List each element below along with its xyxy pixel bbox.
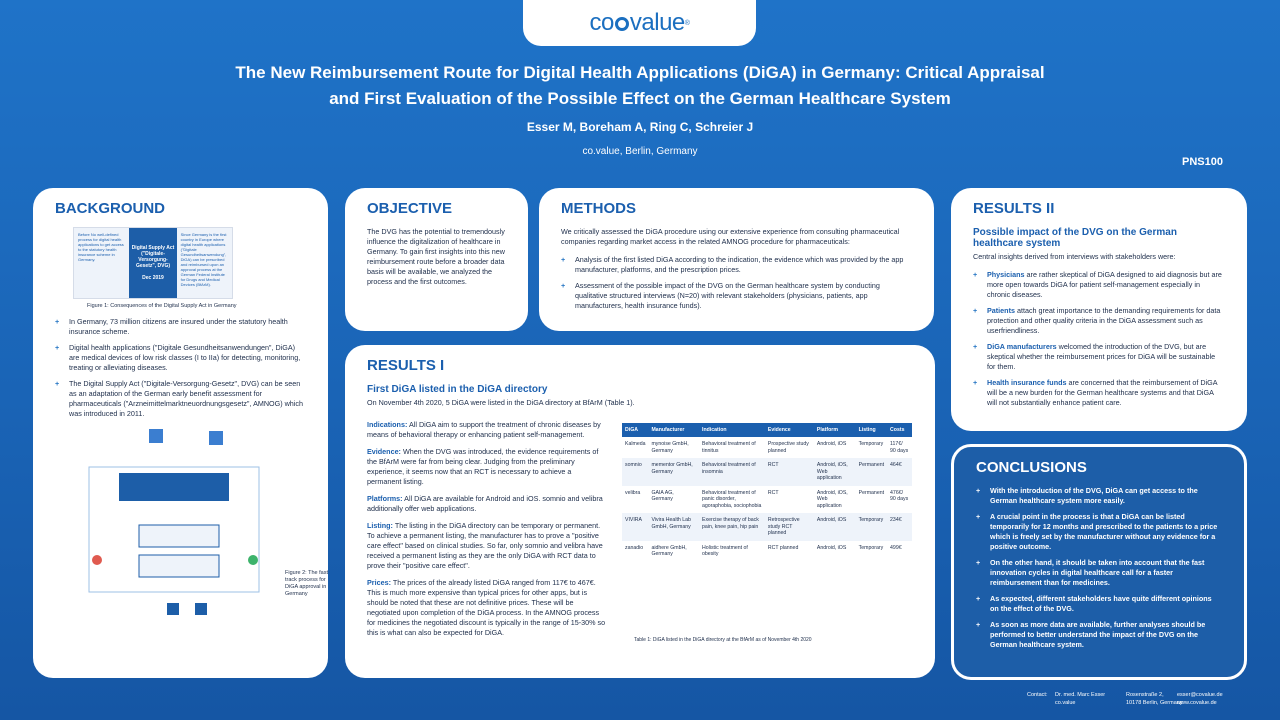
results-paragraph: Listing: The listing in the DiGA directory can be temporary or permanent. To achieve a permanent listing, the manufacturer has to prove a "positive care effect" based on clinical studies. So far, only somnio and velibra have received a permanent listing as they are the only DiGA with RCT data to prove their "positive care effect". <box>367 521 603 570</box>
table-caption: Table 1: DiGA listed in the DiGA directory at the BfArM as of November 4th 2020 <box>634 637 812 643</box>
results-2-bullet: + Health insurance funds are concerned that the reimbursement of DiGA will be a new burden for the German healthcare systems and that DiGA will not substantially enhance patient care. <box>973 378 1225 408</box>
results-paragraph: Prices: The prices of the already listed DiGA ranged from 117€ to 467€. This is much more expensive than typical prices for other apps, but is should be noted that these are not definitive prices. These will be negotiated upon completion of the DiGA process. In the AMNOG process for medicines the negotiated discount is typically in the range of 15-30% so this is what can also be expected for DiGA. <box>367 578 606 637</box>
contact-address: Rosenstraße 2, 10178 Berlin, Germany <box>1126 692 1183 706</box>
conclusion-bullet: + A crucial point in the process is that a DiGA can be listed temporarily for 12 months and prescribed to the patients to a price which is freely set by the manufacturer without any evidence for a positive outcome. <box>976 512 1222 552</box>
conclusion-bullet: + On the other hand, it should be taken into account that the fast innovation cycles in digital healthcare call for a faster reimbursement than for medicines. <box>976 558 1222 588</box>
conclusion-bullet: + With the introduction of the DVG, DiGA can get access to the German healthcare system more easily. <box>976 486 1222 506</box>
table-cell: somnio <box>622 458 648 486</box>
conclusions-section: CONCLUSIONS + With the introduction of the DVG, DiGA can get access to the German healthcare system more easily. + A crucial point in the process is that a DiGA can be listed temporarily for 12 months and prescribed to the patients to a price which is freely set by the manufacturer without any evidence for a positive outcome. + On the other hand, it should be taken into account that the fast innovation cycles in digital healthcare call for a faster reimbursement than for medicines. + As expected, different stakeholders have quite different opinions on the effect of the DVG. + As soon as more data are available, further analyses should be performed to better understand the impact of the DVG on the German healthcare system. <box>951 444 1247 680</box>
table-cell: aidhere GmbH, Germany <box>651 544 687 557</box>
table-cell: Permanent <box>858 489 885 496</box>
table-row <box>622 486 912 514</box>
conclusion-bullet: + As expected, different stakeholders have quite different opinions on the effect of the DVG. <box>976 594 1222 614</box>
table-cell: 234€ <box>887 513 912 541</box>
results-2-bullet: + DiGA manufacturers welcomed the introduction of the DVG, but are skeptical whether the reimbursement prices for DiGA will be sustainable for them. <box>973 342 1225 372</box>
table-cell: 117€/ 90 days <box>890 441 909 454</box>
table-row <box>622 513 912 541</box>
conclusion-bullet: + As soon as more data are available, further analyses should be performed to better understand the impact of the DVG on the German healthcare system. <box>976 620 1222 650</box>
table-cell: 464€ <box>887 458 912 486</box>
table-cell: Android, iOS <box>814 513 856 541</box>
figure-2-caption: Figure 2: The fast track process for DiGA approval in Germany <box>285 570 328 597</box>
table-cell: Behavioral treatment of tinnitus <box>702 441 756 454</box>
table-cell: RCT planned <box>767 544 799 551</box>
table-header: DiGA <box>622 423 648 437</box>
table-cell: mynoise GmbH, Germany <box>651 441 689 454</box>
table-cell: Vivira Health Lab GmbH, Germany <box>648 513 699 541</box>
table-cell: RCT <box>765 458 814 486</box>
fast-track-diagram <box>57 425 277 640</box>
table-cell: Kalmeda <box>625 441 646 447</box>
results-paragraph: Indications: All DiGA aim to support the treatment of chronic diseases by means of behavioral therapy or enhancing patient self-management. <box>367 420 601 439</box>
contact-email: esser@covalue.de www.covalue.de <box>1177 692 1223 706</box>
table-cell: Android, iOS, Web application <box>816 489 848 509</box>
table-row <box>622 541 912 562</box>
background-bullet: + Digital health applications ("Digitale Gesundheitsanwendungen", DiGA) are medical devices of low risk classes (I to IIa) for detecting, monitoring, treating or alleviating diseases. <box>55 343 306 373</box>
table-row <box>622 437 912 458</box>
table-cell: VIVIRA <box>622 513 648 541</box>
table-header: Indication <box>699 423 765 437</box>
methods-bullet: + Analysis of the first listed DiGA according to the indication, the evidence which was provided by the app manufacturer, platforms, and the prescription prices. <box>561 255 912 275</box>
authors: Esser M, Boreham A, Ring C, Schreier J <box>526 120 754 134</box>
table-cell: velibra <box>625 489 641 496</box>
table-cell: Temporary <box>858 544 884 551</box>
table-cell: mementor GmbH, Germany <box>648 458 699 486</box>
background-section <box>33 188 328 678</box>
background-list <box>55 317 306 419</box>
results-1-section: RESULTS I First DiGA listed in the DiGA directory On November 4th 2020, 5 DiGA were listed in the DiGA directory at BfArM (Table 1). Indications: All DiGA aim to support the treatment of chronic diseases by means of behavioral therapy or enhancing patient self-management. Evidence: When the DVG was introduced, the evidence requirements of the BfArM were far from being clear. Judging from the preliminary experience, it seems now that an RCT is necessary to achieve a permanent listing. Platforms: All DiGA are available for Android and iOS. somnio and velibra additionally offer web applications. Listing: The listing in the DiGA directory can be temporary or permanent. To achieve a permanent listing, the manufacturer has to prove a "positive care effect" based on clinical studies. So far, only somnio and velibra have received a permanent listing as they are the only DiGA with RCT data to prove their "positive care effect". Prices: The prices of the already listed DiGA ranged from 117€ to 467€. This is much more expensive than typical prices for other apps, but is should be noted that these are not definitive prices. These will be negotiated upon completion of the DiGA process. In the AMNOG process for medicines the negotiated discount is typically in the range of 15-30% so this is what can also be expected for DiGA. DiGA Manufacturer Indication Evidence Platform Listing Costs Kalmeda mynoise GmbH, Germany Behavioral treatment of tinnitus Prospective study planned Android, iOS Temporary 117€/ 90 days somnio mementor GmbH, Germany Behavioral treatment of insomnia RCT Android, iOS, Web application Permanent 464€ velibra GAIA AG, Germany Behavioral treatment of panic disorder, agoraphobia, sociophobia RCT Android, iOS, Web application Permanent 476€/ 90 days VIVIRA Vivira Health Lab GmbH, Germany Exercise therapy of back pain, knee pain, hip pain Retrospective study RCT planned Android, iOS Temporary 234€ zanadio aidhere GmbH, Germany Holistic treatment of obesity RCT planned Android, iOS Temporary 499€ Table 1: DiGA listed in the DiGA directory at the BfArM as of November 4th 2020 <box>345 345 935 678</box>
background-bullet: + The Digital Supply Act ("Digitale-Versorgung-Gesetz", DVG) can be seen as an adaptation of the German early benefit assessment for pharmaceuticals ("Arzneimittelmarktneuordnungsgesetz", AMNOG) which was introduced in 2011. <box>55 379 306 419</box>
table-cell: Holistic treatment of obesity <box>702 544 748 557</box>
table-cell: 499€ <box>890 544 902 551</box>
table-cell: Permanent <box>856 458 887 486</box>
table-cell: Temporary <box>856 513 887 541</box>
diga-table <box>622 423 912 562</box>
affiliation: co.value, Berlin, Germany <box>582 146 698 157</box>
table-header: Listing <box>856 423 887 437</box>
results-paragraph: Platforms: All DiGA are available for Android and iOS. somnio and velibra additionally offer web applications. <box>367 494 603 513</box>
table-cell: Retrospective study RCT planned <box>765 513 814 541</box>
table-cell: Android, iOS, Web application <box>814 458 856 486</box>
objective-section: OBJECTIVE The DVG has the potential to tremendously influence the digitalization of healthcare in Germany. To gain first insights into this new reimbursement route before a broader data basis will be available, we analyzed the process and the first outcomes. <box>345 188 528 331</box>
table-cell: Android, iOS <box>816 544 847 551</box>
methods-bullet: + Assessment of the possible impact of the DVG on the German healthcare system by conducting qualitative structured interviews (N=20) with relevant stakeholders (physicians, patients, app manufacturers, health insurance funds). <box>561 281 912 311</box>
table-header: Manufacturer <box>648 423 699 437</box>
contact-label: Contact: <box>1027 692 1048 698</box>
figure-2 <box>57 425 328 640</box>
table-row <box>622 458 912 486</box>
table-header: Costs <box>887 423 912 437</box>
table-cell: Temporary <box>858 441 884 447</box>
results-2-section: RESULTS II Possible impact of the DVG on the German healthcare system Central insights derived from interviews with stakeholders were: + Physicians are rather skeptical of DiGA designed to aid diagnosis but are more open towards DiGA for patient self-management especially in chronic diseases. + Patients attach great importance to the demanding requirements for data protection and other quality criteria in the DiGA assessment such as userfriendliness. + DiGA manufacturers welcomed the introduction of the DVG, but are skeptical whether the reimbursement prices for DiGA will be sustainable for them. + Health insurance funds are concerned that the reimbursement of DiGA will be a new burden for the German healthcare systems and that DiGA will not substantially enhance patient care. <box>951 188 1247 431</box>
poster-title: The New Reimbursement Route for Digital Health Applications (DiGA) in Germany: Critical Appraisal and First Evaluation of the Possible Effect on the German Healthcare System <box>235 63 1045 108</box>
results-2-bullet: + Patients attach great importance to the demanding requirements for data protection and other quality criteria in the DiGA assessment such as userfriendliness. <box>973 306 1225 336</box>
table-cell: RCT <box>767 489 779 496</box>
methods-section: METHODS We critically assessed the DiGA procedure using our extensive experience from consulting pharmaceutical companies regarding market access in the related AMNOG procedure for pharmaceuticals: + Analysis of the first listed DiGA according to the indication, the evidence which was provided by the app manufacturer, platforms, and the prescription prices. + Assessment of the possible impact of the DVG on the German healthcare system by conducting qualitative structured interviews (N=20) with relevant stakeholders (physicians, patients, app manufacturers, health insurance funds). <box>539 188 934 331</box>
table-cell: zanadio <box>625 544 644 551</box>
table-cell: Behavioral treatment of insomnia <box>699 458 765 486</box>
table-cell: 476€/ 90 days <box>890 489 909 502</box>
table-cell: Behavioral treatment of panic disorder, agoraphobia, sociophobia <box>702 489 762 509</box>
table-cell: Android, iOS <box>816 441 847 447</box>
results-2-bullet: + Physicians are rather skeptical of DiGA designed to aid diagnosis but are more open towards DiGA for patient self-management especially in chronic diseases. <box>973 270 1225 300</box>
poster-code: PNS100 <box>1182 156 1223 168</box>
figure-1: Before No well-defined process for digital health applications to get access to the statutory health insurance scheme in Germany. Digital Supply Act ("Digitale-Versorgung-Gesetz", DVG) Dec 2019 Since Germany is the first country in Europe where digital health applications ("Digitale Gesundheitsanwendung", DiGA) can be prescribed and reimbursed upon an approval process at the German Federal Institute for Drugs and Medical Devices (BfArM). <box>73 227 233 299</box>
figure-1-caption: Figure 1: Consequences of the Digital Supply Act in Germany <box>87 303 237 309</box>
contact-name: Dr. med. Marc Esser co.value <box>1055 692 1106 706</box>
table-header: Evidence <box>765 423 814 437</box>
table-cell: GAIA AG, Germany <box>651 489 674 502</box>
table-cell: Exercise therapy of back pain, knee pain, hip pain <box>699 513 765 541</box>
table-header: Platform <box>814 423 856 437</box>
background-bullet: + In Germany, 73 million citizens are insured under the statutory health insurance scheme. <box>55 317 306 337</box>
covalue-logo: co value ® <box>523 0 756 46</box>
background-heading: BACKGROUND <box>55 200 165 217</box>
results-paragraph: Evidence: When the DVG was introduced, the evidence requirements of the BfArM were far from being clear. Judging from the preliminary experience, it seems now that an RCT is necessary to achieve a permanent listing. <box>367 447 599 486</box>
table-cell: Prospective study planned <box>767 441 809 454</box>
